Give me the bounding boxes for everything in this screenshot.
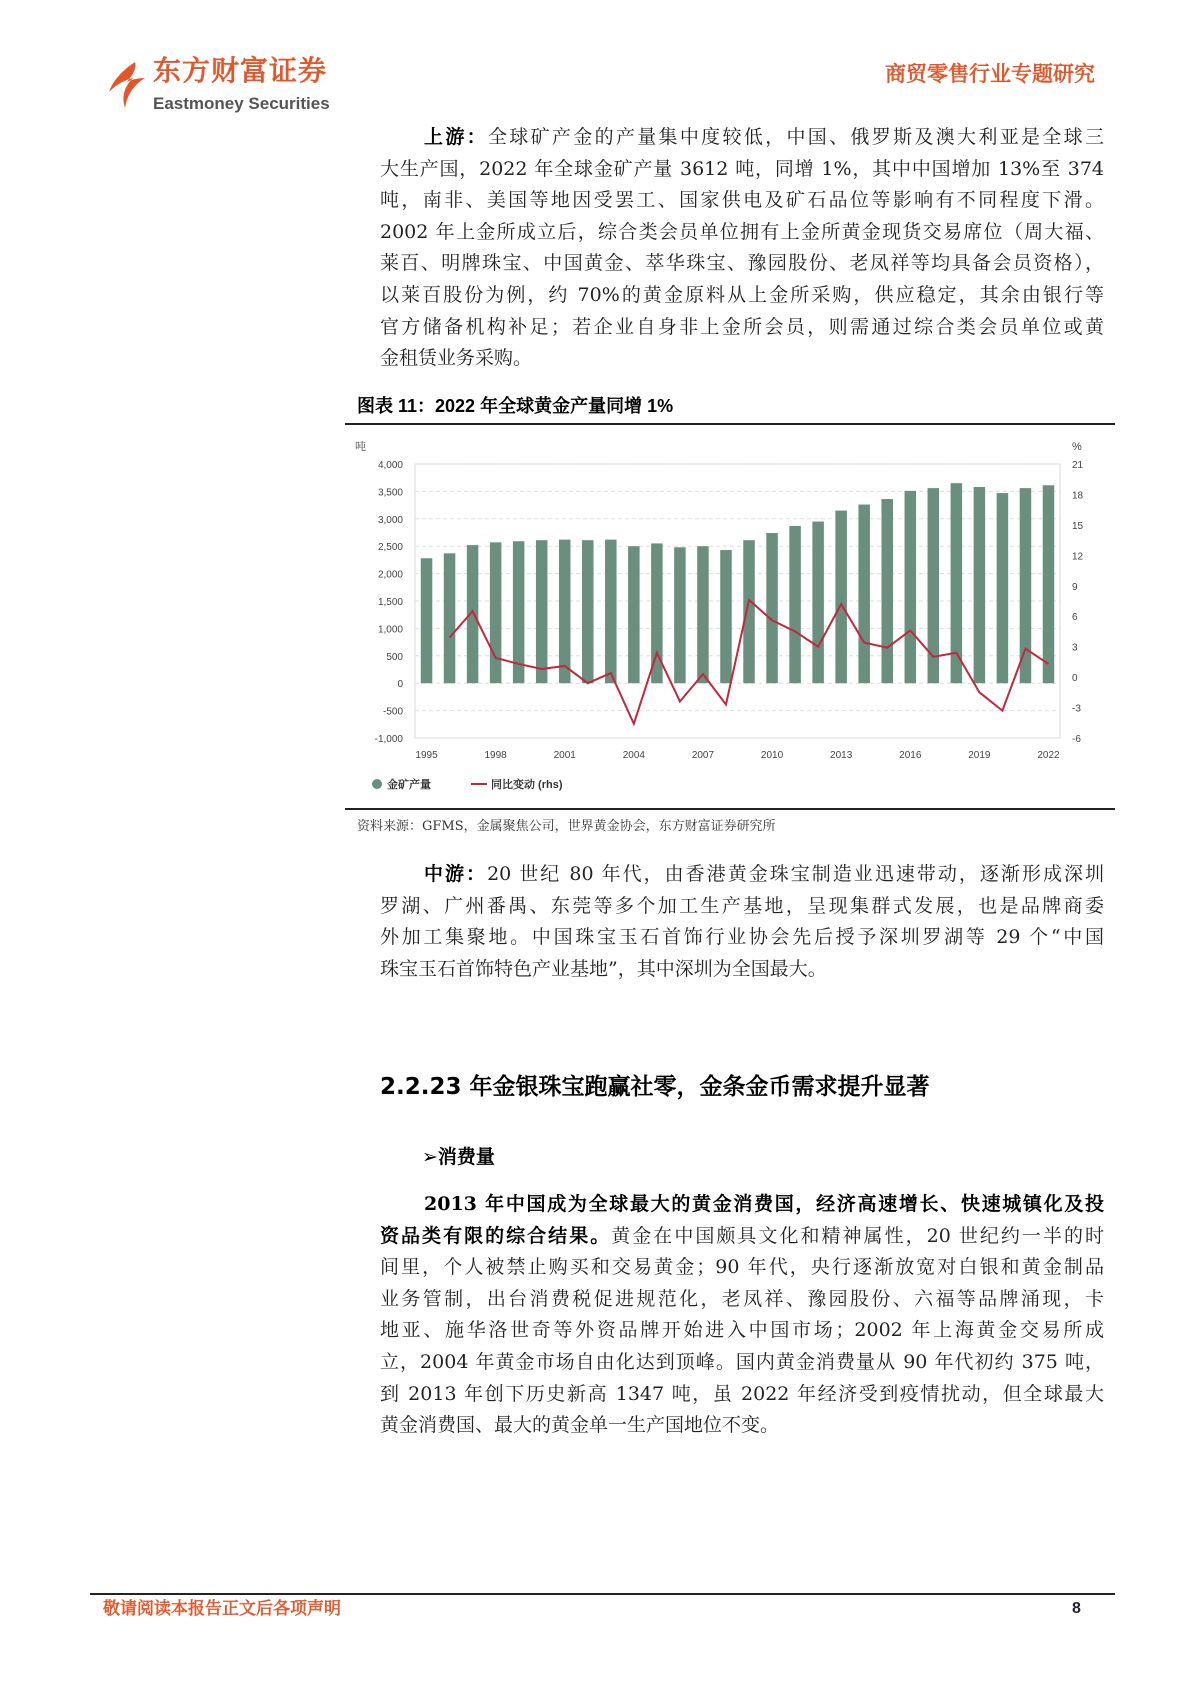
line-text: 地亚、施华洛世奇等外资品牌开始进入中国市场；2002 年上海黄金交易所成 bbox=[380, 1319, 1104, 1342]
y2-tick-label: 6 bbox=[1072, 612, 1078, 624]
bar-gold-production bbox=[444, 553, 456, 683]
logo-english-name: Eastmoney Securities bbox=[153, 94, 330, 113]
midstream-paragraph bbox=[380, 859, 1104, 985]
y-axis-unit: 吨 bbox=[355, 441, 366, 453]
legend-bar-label: 金矿产量 bbox=[387, 779, 431, 791]
paragraph-line bbox=[380, 859, 1104, 891]
bar-gold-production bbox=[1043, 485, 1055, 683]
bar-gold-production bbox=[559, 540, 571, 684]
bar-gold-production bbox=[905, 491, 917, 683]
legend-bar-swatch bbox=[372, 779, 382, 789]
paragraph-line bbox=[380, 343, 1104, 375]
x-tick-label: 2004 bbox=[622, 750, 645, 761]
y2-tick-label: 3 bbox=[1072, 642, 1078, 654]
line-text: 以莱百股份为例，约 70%的黄金原料从上金所采购，供应稳定，其余由银行等 bbox=[380, 283, 1104, 306]
logo-flame-icon bbox=[105, 60, 147, 110]
line-text: 到 2013 年创下历史新高 1347 吨，虽 2022 年经济受到疫情扰动，但全球最大 bbox=[380, 1382, 1104, 1405]
line-text: 官方储备机构补足；若企业自身非上金所会员，则需通过综合类会员单位或黄 bbox=[380, 315, 1104, 338]
section-heading: 2.2.23 年金银珠宝跑赢社零，金条金币需求提升显著 bbox=[380, 1074, 930, 1100]
paragraph-line bbox=[380, 312, 1104, 344]
figure-title: 图表 11：2022 年全球黄金产量同增 1% bbox=[357, 396, 674, 416]
y-tick-label: 4,000 bbox=[377, 460, 403, 471]
bold-lead-text: 2013 年中国成为全球最大的黄金消费国，经济高速增长、快速城镇化及投 bbox=[424, 1193, 1104, 1215]
paragraph-line bbox=[380, 1189, 1104, 1221]
bar-gold-production bbox=[1020, 488, 1032, 683]
y2-tick-label: -3 bbox=[1072, 703, 1081, 715]
line-text: 间里，个人被禁止购买和交易黄金；90 年代，央行逐渐放宽对白银和黄金制品 bbox=[380, 1256, 1104, 1279]
line-text: 珠宝玉石首饰特色产业基地”，其中深圳为全国最大。 bbox=[380, 957, 827, 980]
figure-top-rule bbox=[345, 423, 1115, 425]
x-tick-label: 2013 bbox=[830, 750, 853, 761]
paragraph-line bbox=[380, 954, 1104, 986]
upstream-paragraph bbox=[380, 122, 1104, 375]
bar-gold-production bbox=[743, 540, 755, 683]
consumption-paragraph bbox=[380, 1189, 1104, 1442]
bold-lead-text: 资品类有限的综合结果。 bbox=[380, 1224, 612, 1247]
y2-tick-label: 21 bbox=[1072, 460, 1084, 471]
bar-gold-production bbox=[928, 488, 940, 683]
x-tick-label: 2016 bbox=[899, 750, 922, 761]
footer-rule bbox=[90, 1593, 1115, 1595]
paragraph-line bbox=[380, 1379, 1104, 1411]
y-tick-label: -500 bbox=[382, 706, 403, 718]
bar-gold-production bbox=[628, 546, 640, 683]
y2-axis-unit: % bbox=[1072, 441, 1082, 453]
paragraph-line bbox=[380, 185, 1104, 217]
line-text: 2002 年上金所成立后，综合类会员单位拥有上金所黄金现货交易席位（周大福、 bbox=[380, 220, 1104, 243]
bar-gold-production bbox=[812, 522, 824, 684]
y2-tick-label: -6 bbox=[1072, 734, 1081, 745]
line-text: 吨，南非、美国等地因受罢工、国家供电及矿石品位等影响有不同程度下滑。 bbox=[380, 189, 1104, 212]
line-text: 20 世纪 80 年代，由香港黄金珠宝制造业迅速带动，逐渐形成深圳 bbox=[487, 863, 1104, 885]
legend-line-label: 同比变动 (rhs) bbox=[491, 779, 563, 791]
x-tick-label: 2007 bbox=[691, 750, 715, 761]
x-tick-label: 2019 bbox=[968, 750, 991, 761]
figure-bottom-rule bbox=[345, 808, 1115, 810]
paragraph-line bbox=[380, 122, 1104, 154]
paragraph-line bbox=[380, 1410, 1104, 1442]
paragraph-line bbox=[380, 1315, 1104, 1347]
company-logo bbox=[105, 54, 355, 118]
y2-tick-label: 12 bbox=[1072, 551, 1084, 563]
paragraph-line bbox=[380, 1284, 1104, 1316]
page-number: 8 bbox=[1072, 1600, 1081, 1617]
bar-gold-production bbox=[766, 533, 778, 683]
line-text: 大生产国，2022 年全球金矿产量 3612 吨，同增 1%，其中中国增加 13%至 374 bbox=[380, 157, 1104, 180]
y-tick-label: 3,000 bbox=[377, 514, 403, 526]
line-text: 莱百、明牌珠宝、中国黄金、萃华珠宝、豫园股份、老凤祥等均具备会员资格）， bbox=[380, 252, 1104, 275]
x-tick-label: 1995 bbox=[415, 750, 438, 761]
bar-gold-production bbox=[467, 545, 479, 683]
bar-gold-production bbox=[490, 542, 502, 683]
y-tick-label: 0 bbox=[397, 679, 403, 691]
line-text: 黄金在中国颇具文化和精神属性，20 世纪约一半的时 bbox=[611, 1224, 1104, 1247]
line-text: 罗湖、广州番禺、东莞等多个加工生产基地，呈现集群式发展，也是品牌商委 bbox=[380, 894, 1104, 917]
paragraph-line bbox=[380, 922, 1104, 954]
y-tick-label: 3,500 bbox=[377, 487, 403, 499]
y2-tick-label: 9 bbox=[1072, 581, 1078, 593]
paragraph-line bbox=[380, 280, 1104, 312]
x-tick-label: 2010 bbox=[760, 750, 784, 761]
y-tick-label: 1,000 bbox=[377, 624, 403, 636]
gold-production-chart bbox=[345, 426, 1115, 808]
logo-chinese-name: 东方财富证券 bbox=[153, 55, 328, 86]
y-tick-label: 2,500 bbox=[377, 542, 403, 554]
bar-gold-production bbox=[421, 558, 433, 683]
report-type-header: 商贸零售行业专题研究 bbox=[885, 63, 1095, 86]
paragraph-line bbox=[380, 1252, 1104, 1284]
bar-gold-production bbox=[582, 540, 594, 683]
y-tick-label: 500 bbox=[386, 651, 403, 663]
y-tick-label: -1,000 bbox=[374, 734, 403, 745]
bar-gold-production bbox=[881, 499, 893, 683]
x-tick-label: 1998 bbox=[484, 750, 507, 761]
figure-source: 资料来源：GFMS，金属聚焦公司，世界黄金协会，东方财富证券研究所 bbox=[357, 819, 776, 834]
line-text: 业务管制，出台消费税促进规范化，老凤祥、豫园股份、六福等品牌涌现，卡 bbox=[380, 1287, 1104, 1310]
subheading-consumption: ➢消费量 bbox=[422, 1146, 495, 1168]
y-tick-label: 2,000 bbox=[377, 569, 403, 581]
line-text: 全球矿产金的产量集中度较低，中国、俄罗斯及澳大利亚是全球三 bbox=[487, 126, 1104, 148]
y2-tick-label: 15 bbox=[1072, 520, 1084, 532]
paragraph-line bbox=[380, 891, 1104, 923]
bar-gold-production bbox=[997, 493, 1009, 683]
paragraph-line bbox=[380, 154, 1104, 186]
x-tick-label: 2001 bbox=[553, 750, 576, 761]
bold-lead-text: 上游： bbox=[424, 126, 488, 148]
y2-tick-label: 18 bbox=[1072, 490, 1084, 502]
y-tick-label: 1,500 bbox=[377, 597, 403, 608]
bar-gold-production bbox=[858, 505, 870, 684]
line-text: 金租赁业务采购。 bbox=[380, 347, 533, 370]
bar-gold-production bbox=[789, 526, 801, 683]
paragraph-line bbox=[380, 248, 1104, 280]
x-tick-label: 2022 bbox=[1037, 750, 1060, 761]
bold-lead-text: 中游： bbox=[424, 863, 488, 885]
bar-gold-production bbox=[974, 487, 986, 683]
paragraph-line bbox=[380, 1347, 1104, 1379]
line-text: 立，2004 年黄金市场自由化达到顶峰。国内黄金消费量从 90 年代初约 375 吨， bbox=[380, 1350, 1104, 1373]
bar-gold-production bbox=[720, 550, 732, 683]
line-text: 黄金消费国、最大的黄金单一生产国地位不变。 bbox=[380, 1414, 780, 1437]
bar-gold-production bbox=[835, 511, 847, 684]
footer-disclaimer: 敬请阅读本报告正文后各项声明 bbox=[103, 1599, 341, 1618]
bar-gold-production bbox=[536, 540, 548, 683]
bar-gold-production bbox=[605, 540, 617, 684]
y2-tick-label: 0 bbox=[1072, 673, 1078, 685]
line-text: 外加工集聚地。中国珠宝玉石首饰行业协会先后授予深圳罗湖等 29 个“中国 bbox=[380, 926, 1104, 949]
paragraph-line bbox=[380, 217, 1104, 249]
paragraph-line bbox=[380, 1221, 1104, 1253]
bar-gold-production bbox=[674, 547, 686, 683]
bar-gold-production bbox=[697, 546, 709, 683]
